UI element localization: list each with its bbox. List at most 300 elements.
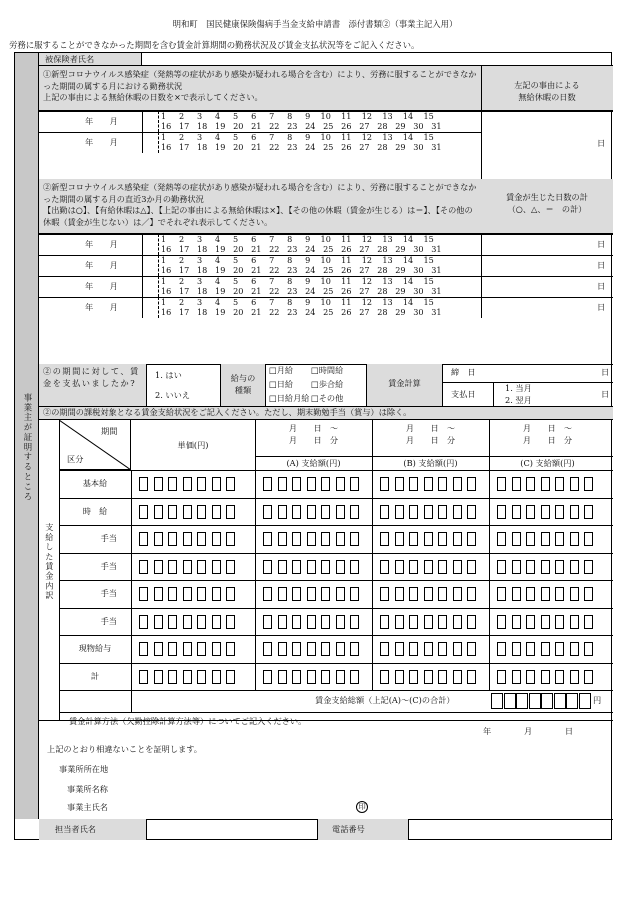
payment-yes[interactable]: 1. はい: [155, 370, 182, 380]
section1-text: ①新型コロナウイルス感染症（発熱等の症状があり感染が疑われる場合を含む）により、労務に服することができなかった期間の属する月における勤務状況 上記の事由による無給休暇の日数を×で表示してください。: [43, 69, 477, 102]
digit-cell[interactable]: [321, 670, 330, 684]
digit-cell[interactable]: [350, 587, 359, 601]
digit-cell[interactable]: [139, 477, 148, 491]
payment-question: ②の期間に対して、賃金を支払いましたか?: [43, 366, 140, 388]
digit-cell[interactable]: [292, 615, 301, 629]
digit-cell[interactable]: [424, 532, 433, 546]
digit-cell[interactable]: [154, 477, 163, 491]
digit-cell[interactable]: [395, 532, 404, 546]
digit-cell[interactable]: [321, 477, 330, 491]
digit-cell[interactable]: [212, 505, 221, 519]
digit-cell[interactable]: [438, 505, 447, 519]
digit-cell[interactable]: [380, 477, 389, 491]
digit-cell[interactable]: [307, 587, 316, 601]
digit-cell[interactable]: [526, 587, 535, 601]
digit-cell[interactable]: [380, 615, 389, 629]
digit-cell[interactable]: [438, 670, 447, 684]
period-range-bottom: 月 日 分: [522, 435, 573, 445]
digit-cell[interactable]: [395, 477, 404, 491]
digit-cell[interactable]: [395, 615, 404, 629]
digit-cell[interactable]: [541, 642, 550, 656]
digit-cell[interactable]: [424, 477, 433, 491]
days-row-2[interactable]: 16 17 18 19 20 21 22 23 24 25 26 27 28 29 30 31: [161, 121, 442, 131]
days-row-2[interactable]: 16 17 18 19 20 21 22 23 24 25 26 27 28 29 30 31: [161, 286, 442, 296]
digit-cell[interactable]: [467, 615, 476, 629]
digit-cell[interactable]: [570, 587, 579, 601]
total-digit-cell[interactable]: [491, 693, 503, 709]
digit-cell[interactable]: [453, 615, 462, 629]
digit-cell[interactable]: [226, 587, 235, 601]
digit-cell[interactable]: [380, 670, 389, 684]
digit-cell[interactable]: [263, 670, 272, 684]
digit-cell[interactable]: [139, 532, 148, 546]
digit-cell[interactable]: [409, 505, 418, 519]
digit-cell[interactable]: [584, 477, 593, 491]
digit-cell[interactable]: [555, 670, 564, 684]
digit-cell[interactable]: [321, 642, 330, 656]
digit-cell[interactable]: [497, 505, 506, 519]
digit-cell[interactable]: [453, 670, 462, 684]
digit-cell[interactable]: [541, 670, 550, 684]
digit-cell[interactable]: [292, 477, 301, 491]
phone-field[interactable]: [409, 819, 613, 840]
digit-cell[interactable]: [570, 670, 579, 684]
digit-cell[interactable]: [350, 670, 359, 684]
digit-cell[interactable]: [212, 642, 221, 656]
digit-cell[interactable]: [555, 560, 564, 574]
digit-cell[interactable]: [263, 532, 272, 546]
month-label: 年 月: [85, 302, 118, 312]
digit-cell[interactable]: [584, 505, 593, 519]
digit-cell[interactable]: [154, 642, 163, 656]
digit-cell[interactable]: [467, 560, 476, 574]
sidebar-label: 事業主が証明するところ: [23, 393, 33, 502]
digit-cell[interactable]: [321, 505, 330, 519]
digit-cell[interactable]: [321, 560, 330, 574]
total-digit-cell[interactable]: [529, 693, 541, 709]
digit-cell[interactable]: [263, 505, 272, 519]
total-digit-cell[interactable]: [541, 693, 553, 709]
digit-cell[interactable]: [526, 505, 535, 519]
wage-row-label: 手当: [100, 588, 117, 598]
period-column-header: (B) 支給額(円): [403, 458, 458, 468]
digit-cell[interactable]: [350, 477, 359, 491]
pay-day-label: 支払日: [451, 389, 476, 399]
digit-cell[interactable]: [154, 587, 163, 601]
salary-hourly[interactable]: □時間給: [311, 365, 344, 375]
section2-day-suffix: 日: [597, 302, 606, 312]
digit-cell[interactable]: [453, 560, 462, 574]
digit-cell[interactable]: [555, 532, 564, 546]
digit-cell[interactable]: [321, 532, 330, 546]
digit-cell[interactable]: [183, 670, 192, 684]
digit-cell[interactable]: [154, 560, 163, 574]
digit-cell[interactable]: [278, 587, 287, 601]
form-frame: [14, 52, 612, 840]
digit-cell[interactable]: [438, 642, 447, 656]
digit-cell[interactable]: [183, 532, 192, 546]
digit-cell[interactable]: [467, 505, 476, 519]
digit-cell[interactable]: [278, 532, 287, 546]
digit-cell[interactable]: [438, 560, 447, 574]
digit-cell[interactable]: [336, 615, 345, 629]
digit-cell[interactable]: [154, 670, 163, 684]
digit-cell[interactable]: [336, 477, 345, 491]
digit-cell[interactable]: [154, 615, 163, 629]
digit-cell[interactable]: [512, 642, 521, 656]
days-row-2[interactable]: 16 17 18 19 20 21 22 23 24 25 26 27 28 29 30 31: [161, 244, 442, 254]
digit-cell[interactable]: [380, 642, 389, 656]
insured-name-field[interactable]: [142, 53, 613, 66]
digit-cell[interactable]: [497, 642, 506, 656]
digit-cell[interactable]: [292, 532, 301, 546]
days-row-2[interactable]: 16 17 18 19 20 21 22 23 24 25 26 27 28 29 30 31: [161, 265, 442, 275]
digit-cell[interactable]: [139, 615, 148, 629]
wage-row-label: 現物給与: [78, 643, 112, 653]
digit-cell[interactable]: [350, 560, 359, 574]
digit-cell[interactable]: [278, 477, 287, 491]
digit-cell[interactable]: [226, 560, 235, 574]
digit-cell[interactable]: [139, 560, 148, 574]
digit-cell[interactable]: [467, 532, 476, 546]
digit-cell[interactable]: [584, 587, 593, 601]
digit-cell[interactable]: [292, 505, 301, 519]
digit-cell[interactable]: [453, 532, 462, 546]
digit-cell[interactable]: [453, 477, 462, 491]
digit-cell[interactable]: [183, 642, 192, 656]
digit-cell[interactable]: [512, 505, 521, 519]
digit-cell[interactable]: [497, 477, 506, 491]
digit-cell[interactable]: [139, 505, 148, 519]
digit-cell[interactable]: [424, 505, 433, 519]
digit-cell[interactable]: [497, 532, 506, 546]
contact-person-label: 担当者氏名: [55, 824, 96, 834]
days-row-1[interactable]: 1 2 3 4 5 6 7 8 9 10 11 12 13 14 15: [161, 132, 434, 142]
digit-cell[interactable]: [139, 670, 148, 684]
digit-cell[interactable]: [278, 670, 287, 684]
digit-cell[interactable]: [512, 477, 521, 491]
digit-cell[interactable]: [168, 560, 177, 574]
digit-cell[interactable]: [467, 587, 476, 601]
digit-cell[interactable]: [526, 615, 535, 629]
digit-cell[interactable]: [380, 560, 389, 574]
days-row-1[interactable]: 1 2 3 4 5 6 7 8 9 10 11 12 13 14 15: [161, 297, 434, 307]
digit-cell[interactable]: [197, 505, 206, 519]
digit-cell[interactable]: [409, 532, 418, 546]
digit-cell[interactable]: [212, 615, 221, 629]
period-range-top: 月 日 〜: [405, 423, 456, 433]
section1-right-header: 左記の事由による 無給休暇の日数: [514, 80, 580, 102]
section2-text: ②新型コロナウイルス感染症（発熱等の症状があり感染が疑われる場合を含む）により、労務に服することができなかった期間の属する月の直近3か月の勤務状況 【出勤は○】、【有給休暇は△】、【上記の事由による無給休暇は×】、【その他の休暇（賃金が生じる）は＝】、【その他の休暇（賃金が生じない）は／】でそれぞれ表示してください。: [43, 182, 477, 227]
digit-cell[interactable]: [570, 615, 579, 629]
digit-cell[interactable]: [139, 642, 148, 656]
digit-cell[interactable]: [453, 505, 462, 519]
digit-cell[interactable]: [307, 642, 316, 656]
digit-cell[interactable]: [409, 477, 418, 491]
salary-commission[interactable]: □歩合給: [311, 379, 344, 389]
digit-cell[interactable]: [541, 587, 550, 601]
period-range-top: 月 日 〜: [288, 423, 339, 433]
digit-cell[interactable]: [526, 642, 535, 656]
wage-row-label: 計: [90, 670, 100, 681]
digit-cell[interactable]: [350, 505, 359, 519]
wage-section-header-text: ②の期間の課税対象となる賃金支給状況をご記入ください。ただし、期末勤勉手当（賞与）は除く。: [43, 407, 412, 417]
period-range-bottom: 月 日 分: [405, 435, 456, 445]
digit-cell[interactable]: [438, 615, 447, 629]
digit-cell[interactable]: [395, 642, 404, 656]
salary-monthly[interactable]: □月給: [269, 365, 294, 375]
digit-cell[interactable]: [183, 505, 192, 519]
digit-cell[interactable]: [541, 560, 550, 574]
digit-cell[interactable]: [541, 505, 550, 519]
digit-cell[interactable]: [197, 477, 206, 491]
section2-right-header: 賃金が生じた日数の計 （○、△、＝ の計）: [506, 192, 588, 214]
digit-cell[interactable]: [467, 642, 476, 656]
digit-cell[interactable]: [197, 560, 206, 574]
section2-day-suffix: 日: [597, 260, 606, 270]
digit-cell[interactable]: [183, 587, 192, 601]
digit-cell[interactable]: [350, 642, 359, 656]
digit-cell[interactable]: [168, 670, 177, 684]
wage-row-label: 時 給: [82, 505, 108, 516]
wage-calc-label: 賃金計算: [388, 378, 421, 388]
digit-cell[interactable]: [139, 587, 148, 601]
digit-cell[interactable]: [183, 477, 192, 491]
salary-other[interactable]: □その他: [311, 393, 344, 403]
form-subtitle: 労務に服することができなかった期間を含む賃金計算期間の勤務状況及び賃金支払状況等をご記入ください。: [9, 40, 420, 50]
pay-this-month[interactable]: 1. 当月: [505, 383, 532, 393]
form-title: 明和町 国民健康保険傷病手当金支給申請書 添付書類②（事業主記入用）: [172, 19, 458, 29]
digit-cell[interactable]: [497, 587, 506, 601]
digit-cell[interactable]: [526, 670, 535, 684]
digit-cell[interactable]: [526, 560, 535, 574]
pay-next-month[interactable]: 2. 翌月: [505, 395, 532, 405]
digit-cell[interactable]: [512, 670, 521, 684]
digit-cell[interactable]: [424, 587, 433, 601]
digit-cell[interactable]: [197, 670, 206, 684]
digit-cell[interactable]: [380, 532, 389, 546]
digit-cell[interactable]: [307, 477, 316, 491]
digit-cell[interactable]: [212, 532, 221, 546]
total-yen: 円: [593, 695, 602, 705]
digit-cell[interactable]: [395, 505, 404, 519]
digit-cell[interactable]: [395, 560, 404, 574]
days-row-1[interactable]: 1 2 3 4 5 6 7 8 9 10 11 12 13 14 15: [161, 255, 434, 265]
contact-person-field[interactable]: [147, 819, 317, 840]
digit-cell[interactable]: [197, 532, 206, 546]
digit-cell[interactable]: [183, 560, 192, 574]
digit-cell[interactable]: [307, 615, 316, 629]
digit-cell[interactable]: [526, 477, 535, 491]
month-label: 年 月: [85, 116, 118, 126]
digit-cell[interactable]: [321, 587, 330, 601]
digit-cell[interactable]: [424, 560, 433, 574]
cert-statement: 上記のとおり相違ないことを証明します。: [47, 744, 202, 754]
digit-cell[interactable]: [154, 532, 163, 546]
digit-cell[interactable]: [453, 587, 462, 601]
digit-cell[interactable]: [570, 477, 579, 491]
digit-cell[interactable]: [336, 587, 345, 601]
digit-cell[interactable]: [409, 642, 418, 656]
digit-cell[interactable]: [541, 477, 550, 491]
wage-row-label: 手当: [100, 615, 117, 626]
digit-cell[interactable]: [438, 477, 447, 491]
digit-cell[interactable]: [292, 560, 301, 574]
digit-cell[interactable]: [350, 615, 359, 629]
wage-row-label: 基本給: [82, 478, 108, 488]
digit-cell[interactable]: [512, 615, 521, 629]
digit-cell[interactable]: [336, 532, 345, 546]
digit-cell[interactable]: [212, 560, 221, 574]
digit-cell[interactable]: [424, 615, 433, 629]
digit-cell[interactable]: [584, 615, 593, 629]
payment-no[interactable]: 2. いいえ: [155, 390, 190, 400]
digit-cell[interactable]: [512, 560, 521, 574]
days-row-2[interactable]: 16 17 18 19 20 21 22 23 24 25 26 27 28 29 30 31: [161, 307, 442, 317]
digit-cell[interactable]: [570, 532, 579, 546]
digit-cell[interactable]: [395, 587, 404, 601]
digit-cell[interactable]: [467, 670, 476, 684]
digit-cell[interactable]: [292, 670, 301, 684]
digit-cell[interactable]: [292, 642, 301, 656]
sidebar: [15, 53, 39, 819]
total-digit-cell[interactable]: [554, 693, 566, 709]
digit-cell[interactable]: [336, 505, 345, 519]
month-label: 年 月: [85, 281, 118, 291]
digit-cell[interactable]: [570, 505, 579, 519]
digit-cell[interactable]: [263, 587, 272, 601]
digit-cell[interactable]: [226, 477, 235, 491]
digit-cell[interactable]: [438, 532, 447, 546]
digit-cell[interactable]: [307, 505, 316, 519]
digit-cell[interactable]: [336, 670, 345, 684]
business-address-label: 事業所所在地: [59, 764, 109, 774]
digit-cell[interactable]: [226, 642, 235, 656]
digit-cell[interactable]: [263, 642, 272, 656]
digit-cell[interactable]: [555, 587, 564, 601]
digit-cell[interactable]: [424, 642, 433, 656]
days-row-1[interactable]: 1 2 3 4 5 6 7 8 9 10 11 12 13 14 15: [161, 111, 434, 121]
digit-cell[interactable]: [541, 615, 550, 629]
total-digit-cell[interactable]: [504, 693, 516, 709]
salary-daily-monthly[interactable]: □日給月給: [269, 393, 310, 403]
section2-day-suffix: 日: [597, 239, 606, 249]
digit-cell[interactable]: [278, 560, 287, 574]
digit-cell[interactable]: [380, 587, 389, 601]
digit-cell[interactable]: [168, 587, 177, 601]
digit-cell[interactable]: [168, 505, 177, 519]
days-row-2[interactable]: 16 17 18 19 20 21 22 23 24 25 26 27 28 29 30 31: [161, 142, 442, 152]
section1-day-suffix: 日: [597, 138, 606, 148]
month-label: 年 月: [85, 239, 118, 249]
phone-label: 電話番号: [332, 824, 365, 834]
digit-cell[interactable]: [409, 670, 418, 684]
digit-cell[interactable]: [321, 615, 330, 629]
total-digit-cell[interactable]: [516, 693, 528, 709]
total-digit-cell[interactable]: [566, 693, 578, 709]
digit-cell[interactable]: [497, 560, 506, 574]
digit-cell[interactable]: [555, 477, 564, 491]
digit-cell[interactable]: [453, 642, 462, 656]
digit-cell[interactable]: [512, 532, 521, 546]
digit-cell[interactable]: [263, 615, 272, 629]
digit-cell[interactable]: [497, 670, 506, 684]
digit-cell[interactable]: [570, 642, 579, 656]
section2-day-suffix: 日: [597, 281, 606, 291]
period-range-bottom: 月 日 分: [288, 435, 339, 445]
digit-cell[interactable]: [336, 642, 345, 656]
digit-cell[interactable]: [226, 532, 235, 546]
digit-cell[interactable]: [584, 642, 593, 656]
digit-cell[interactable]: [497, 615, 506, 629]
digit-cell[interactable]: [226, 615, 235, 629]
digit-cell[interactable]: [555, 642, 564, 656]
digit-cell[interactable]: [409, 587, 418, 601]
digit-cell[interactable]: [197, 642, 206, 656]
digit-cell[interactable]: [212, 670, 221, 684]
digit-cell[interactable]: [424, 670, 433, 684]
digit-cell[interactable]: [197, 615, 206, 629]
digit-cell[interactable]: [197, 587, 206, 601]
digit-cell[interactable]: [395, 670, 404, 684]
digit-cell[interactable]: [278, 505, 287, 519]
digit-cell[interactable]: [467, 477, 476, 491]
digit-cell[interactable]: [154, 505, 163, 519]
salary-daily[interactable]: □日給: [269, 379, 294, 389]
digit-cell[interactable]: [555, 615, 564, 629]
wage-row-label: 手当: [100, 533, 117, 543]
digit-cell[interactable]: [336, 560, 345, 574]
digit-cell[interactable]: [278, 615, 287, 629]
total-digit-cell[interactable]: [579, 693, 591, 709]
digit-cell[interactable]: [212, 477, 221, 491]
digit-cell[interactable]: [584, 532, 593, 546]
digit-cell[interactable]: [555, 505, 564, 519]
digit-cell[interactable]: [409, 560, 418, 574]
digit-cell[interactable]: [263, 477, 272, 491]
digit-cell[interactable]: [307, 560, 316, 574]
digit-cell[interactable]: [168, 615, 177, 629]
digit-cell[interactable]: [541, 532, 550, 546]
digit-cell[interactable]: [168, 642, 177, 656]
digit-cell[interactable]: [584, 670, 593, 684]
digit-cell[interactable]: [226, 505, 235, 519]
closing-day-suffix: 日: [601, 367, 610, 377]
digit-cell[interactable]: [350, 532, 359, 546]
digit-cell[interactable]: [278, 642, 287, 656]
month-label: 年 月: [85, 260, 118, 270]
digit-cell[interactable]: [226, 670, 235, 684]
digit-cell[interactable]: [168, 532, 177, 546]
digit-cell[interactable]: [263, 560, 272, 574]
days-row-1[interactable]: 1 2 3 4 5 6 7 8 9 10 11 12 13 14 15: [161, 276, 434, 286]
month-label: 年 月: [85, 137, 118, 147]
days-row-1[interactable]: 1 2 3 4 5 6 7 8 9 10 11 12 13 14 15: [161, 234, 434, 244]
digit-cell[interactable]: [526, 532, 535, 546]
digit-cell[interactable]: [168, 477, 177, 491]
digit-cell[interactable]: [183, 615, 192, 629]
digit-cell[interactable]: [292, 587, 301, 601]
digit-cell[interactable]: [570, 560, 579, 574]
digit-cell[interactable]: [307, 670, 316, 684]
digit-cell[interactable]: [438, 587, 447, 601]
digit-cell[interactable]: [307, 532, 316, 546]
digit-cell[interactable]: [380, 505, 389, 519]
digit-cell[interactable]: [212, 587, 221, 601]
digit-cell[interactable]: [584, 560, 593, 574]
digit-cell[interactable]: [409, 615, 418, 629]
digit-cell[interactable]: [512, 587, 521, 601]
